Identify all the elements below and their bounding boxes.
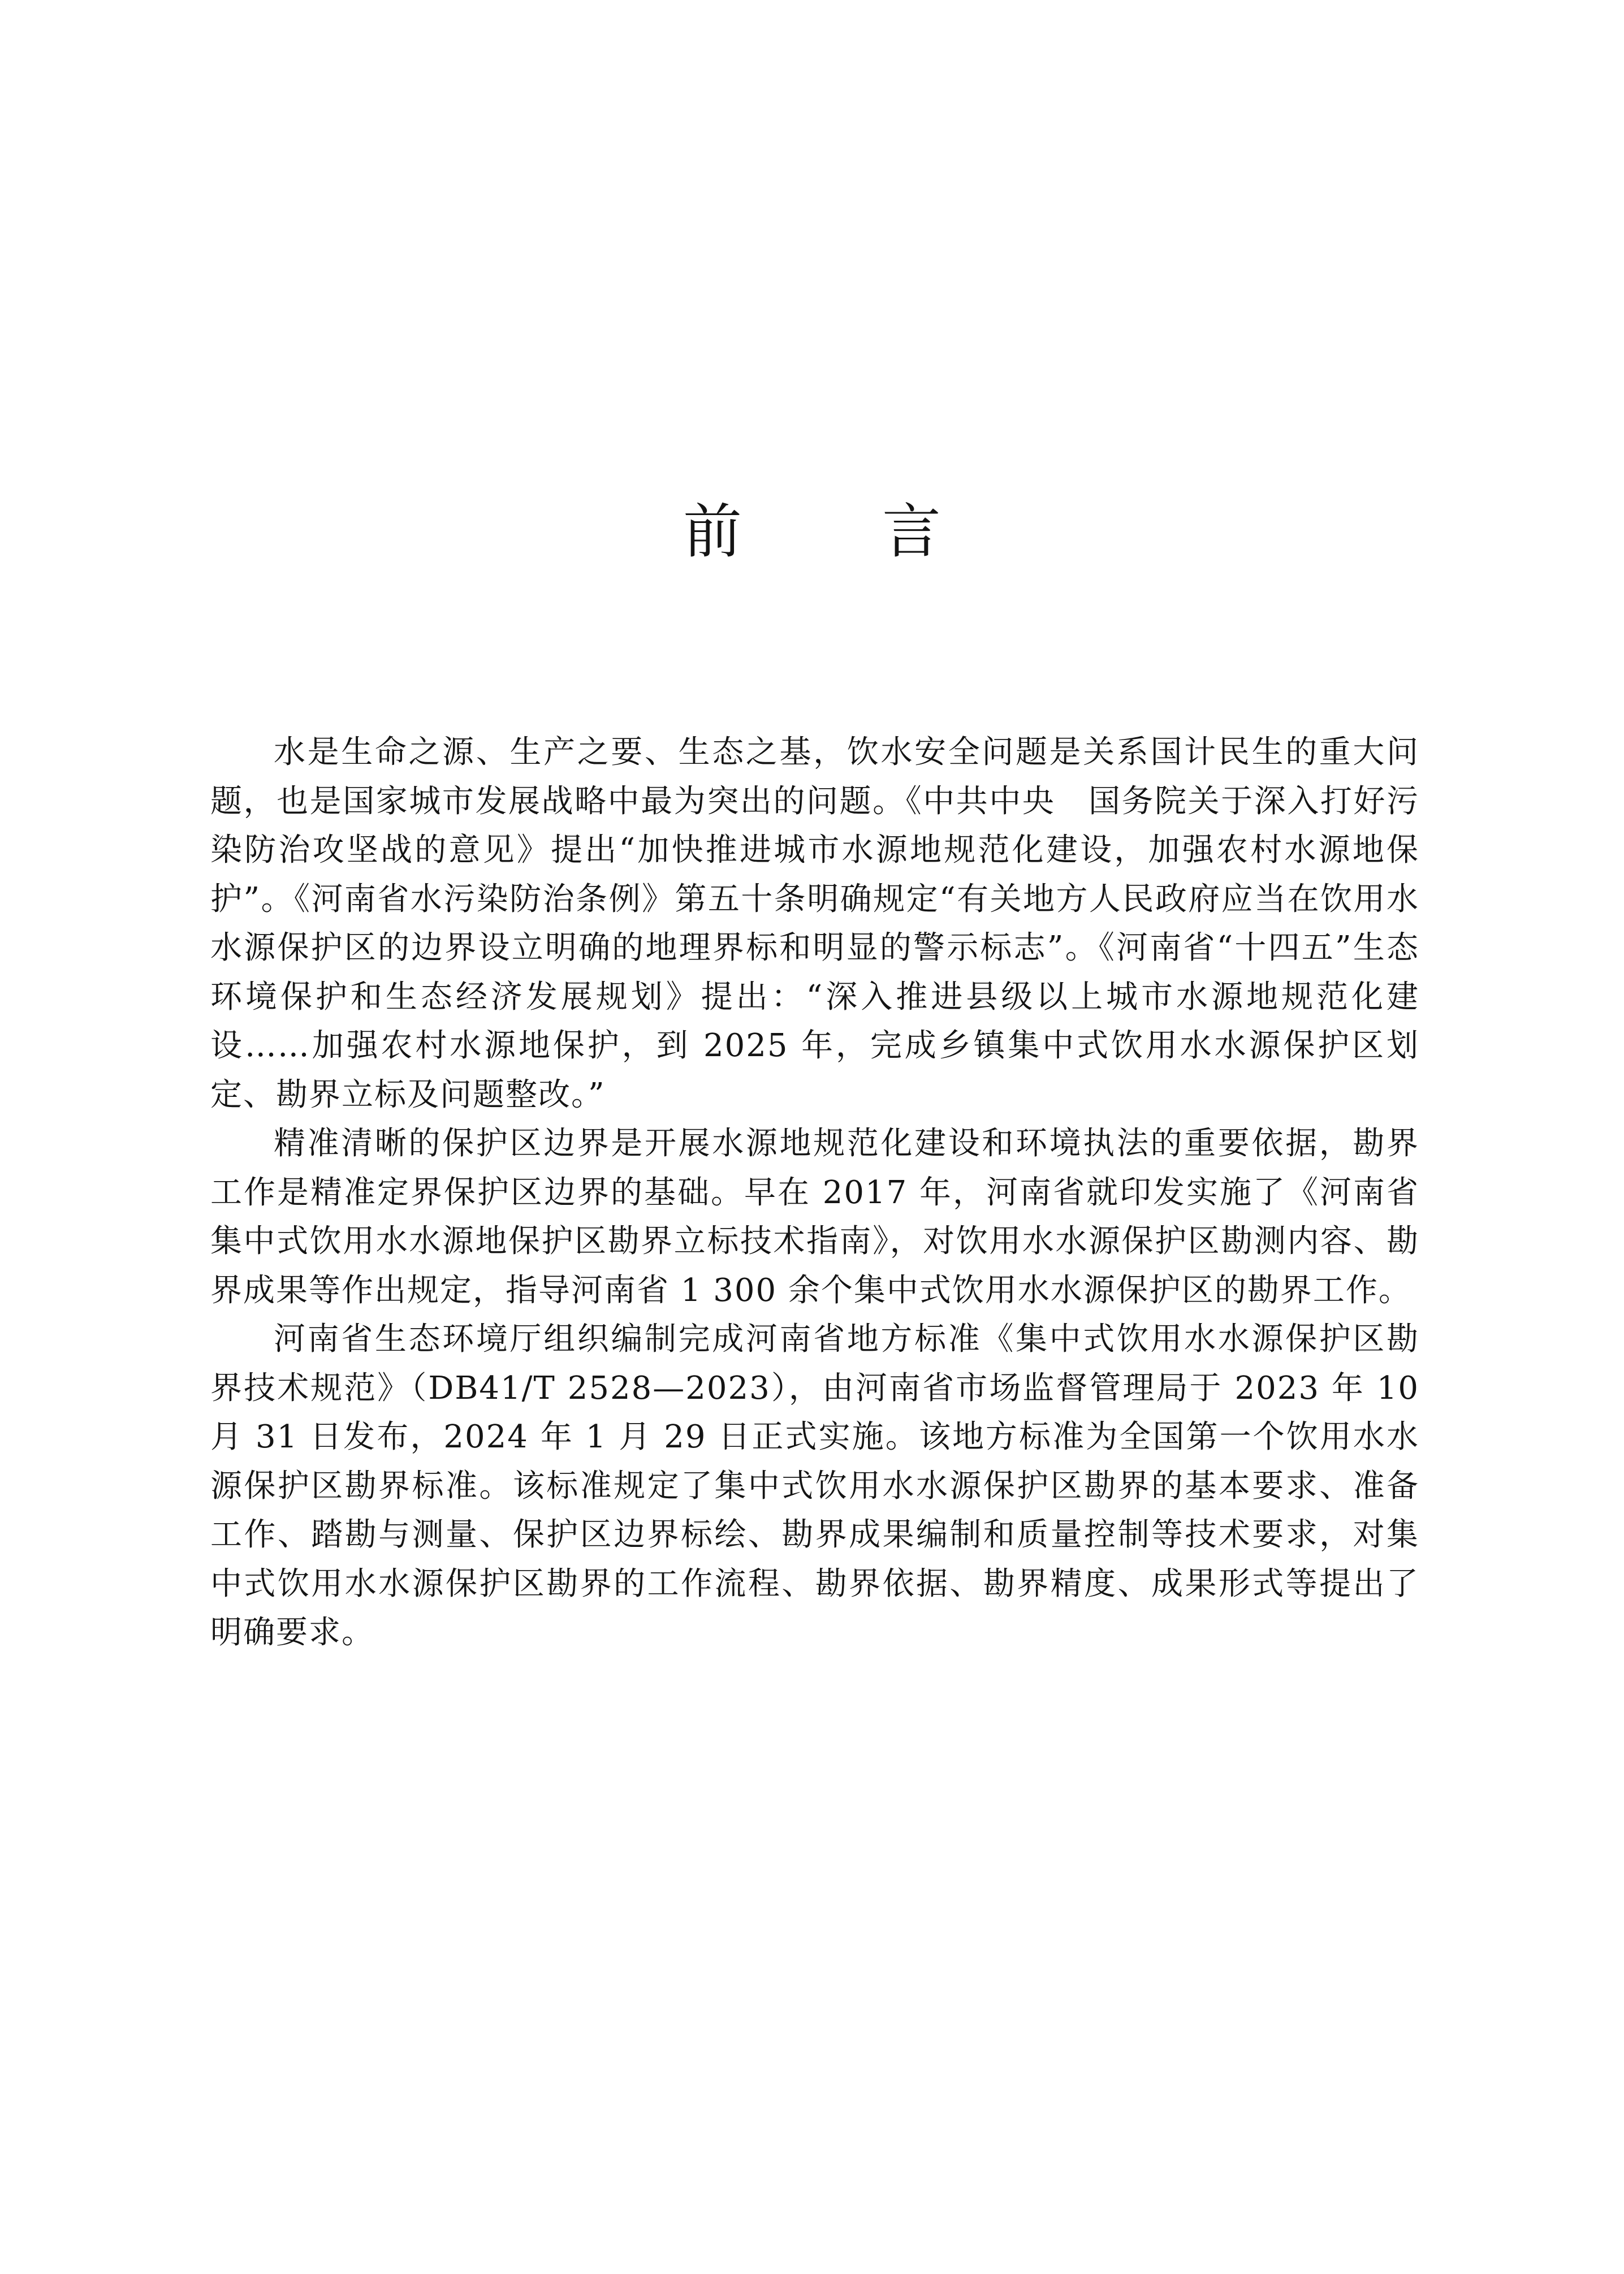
paragraph: 精准清晰的保护区边界是开展水源地规范化建设和环境执法的重要依据，勘界工作是精准定界保护区边界的基础。早在 2017 年，河南省就印发实施了《河南省集中式饮用水水源地保护区勘界立标技术指南》，对饮用水水源保护区勘测内容、勘界成果等作出规定，指导河南省 1 300 余个集中式饮用水水源保护区的勘界工作。 bbox=[210, 1125, 1419, 1309]
paragraph: 河南省生态环境厅组织编制完成河南省地方标准《集中式饮用水水源保护区勘界技术规范》（DB41/T 2528—2023），由河南省市场监督管理局于 2023 年 10 月 31 日发布，2024 年 1 月 29 日正式实施。该地方标准为全国第一个饮用水水源保护区勘界标准。该标准规定了集中式饮用水水源保护区勘界的基本要求、准备工作、踏勘与测量、保护区边界标绘、勘界成果编制和质量控制等技术要求，对集中式饮用水水源保护区勘界的工作流程、勘界依据、勘界精度、成果形式等提出了明确要求。 bbox=[210, 1321, 1419, 1651]
page-title: 前 言 bbox=[683, 497, 982, 566]
paragraph: 水是生命之源、生产之要、生态之基，饮水安全问题是关系国计民生的重大问题，也是国家城市发展战略中最为突出的问题。《中共中央 国务院关于深入打好污染防治攻坚战的意见》提出“加快推进城市水源地规范化建设，加强农村水源地保护”。《河南省水污染防治条例》第五十条明确规定“有关地方人民政府应当在饮用水水源保护区的边界设立明确的地理界标和明显的警示标志”。《河南省“十四五”生态环境保护和生态经济发展规划》提出：“深入推进县级以上城市水源地规范化建设……加强农村水源地保护，到 2025 年，完成乡镇集中式饮用水水源保护区划定、勘界立标及问题整改。” bbox=[210, 734, 1419, 1113]
preface-body bbox=[210, 728, 1419, 1658]
